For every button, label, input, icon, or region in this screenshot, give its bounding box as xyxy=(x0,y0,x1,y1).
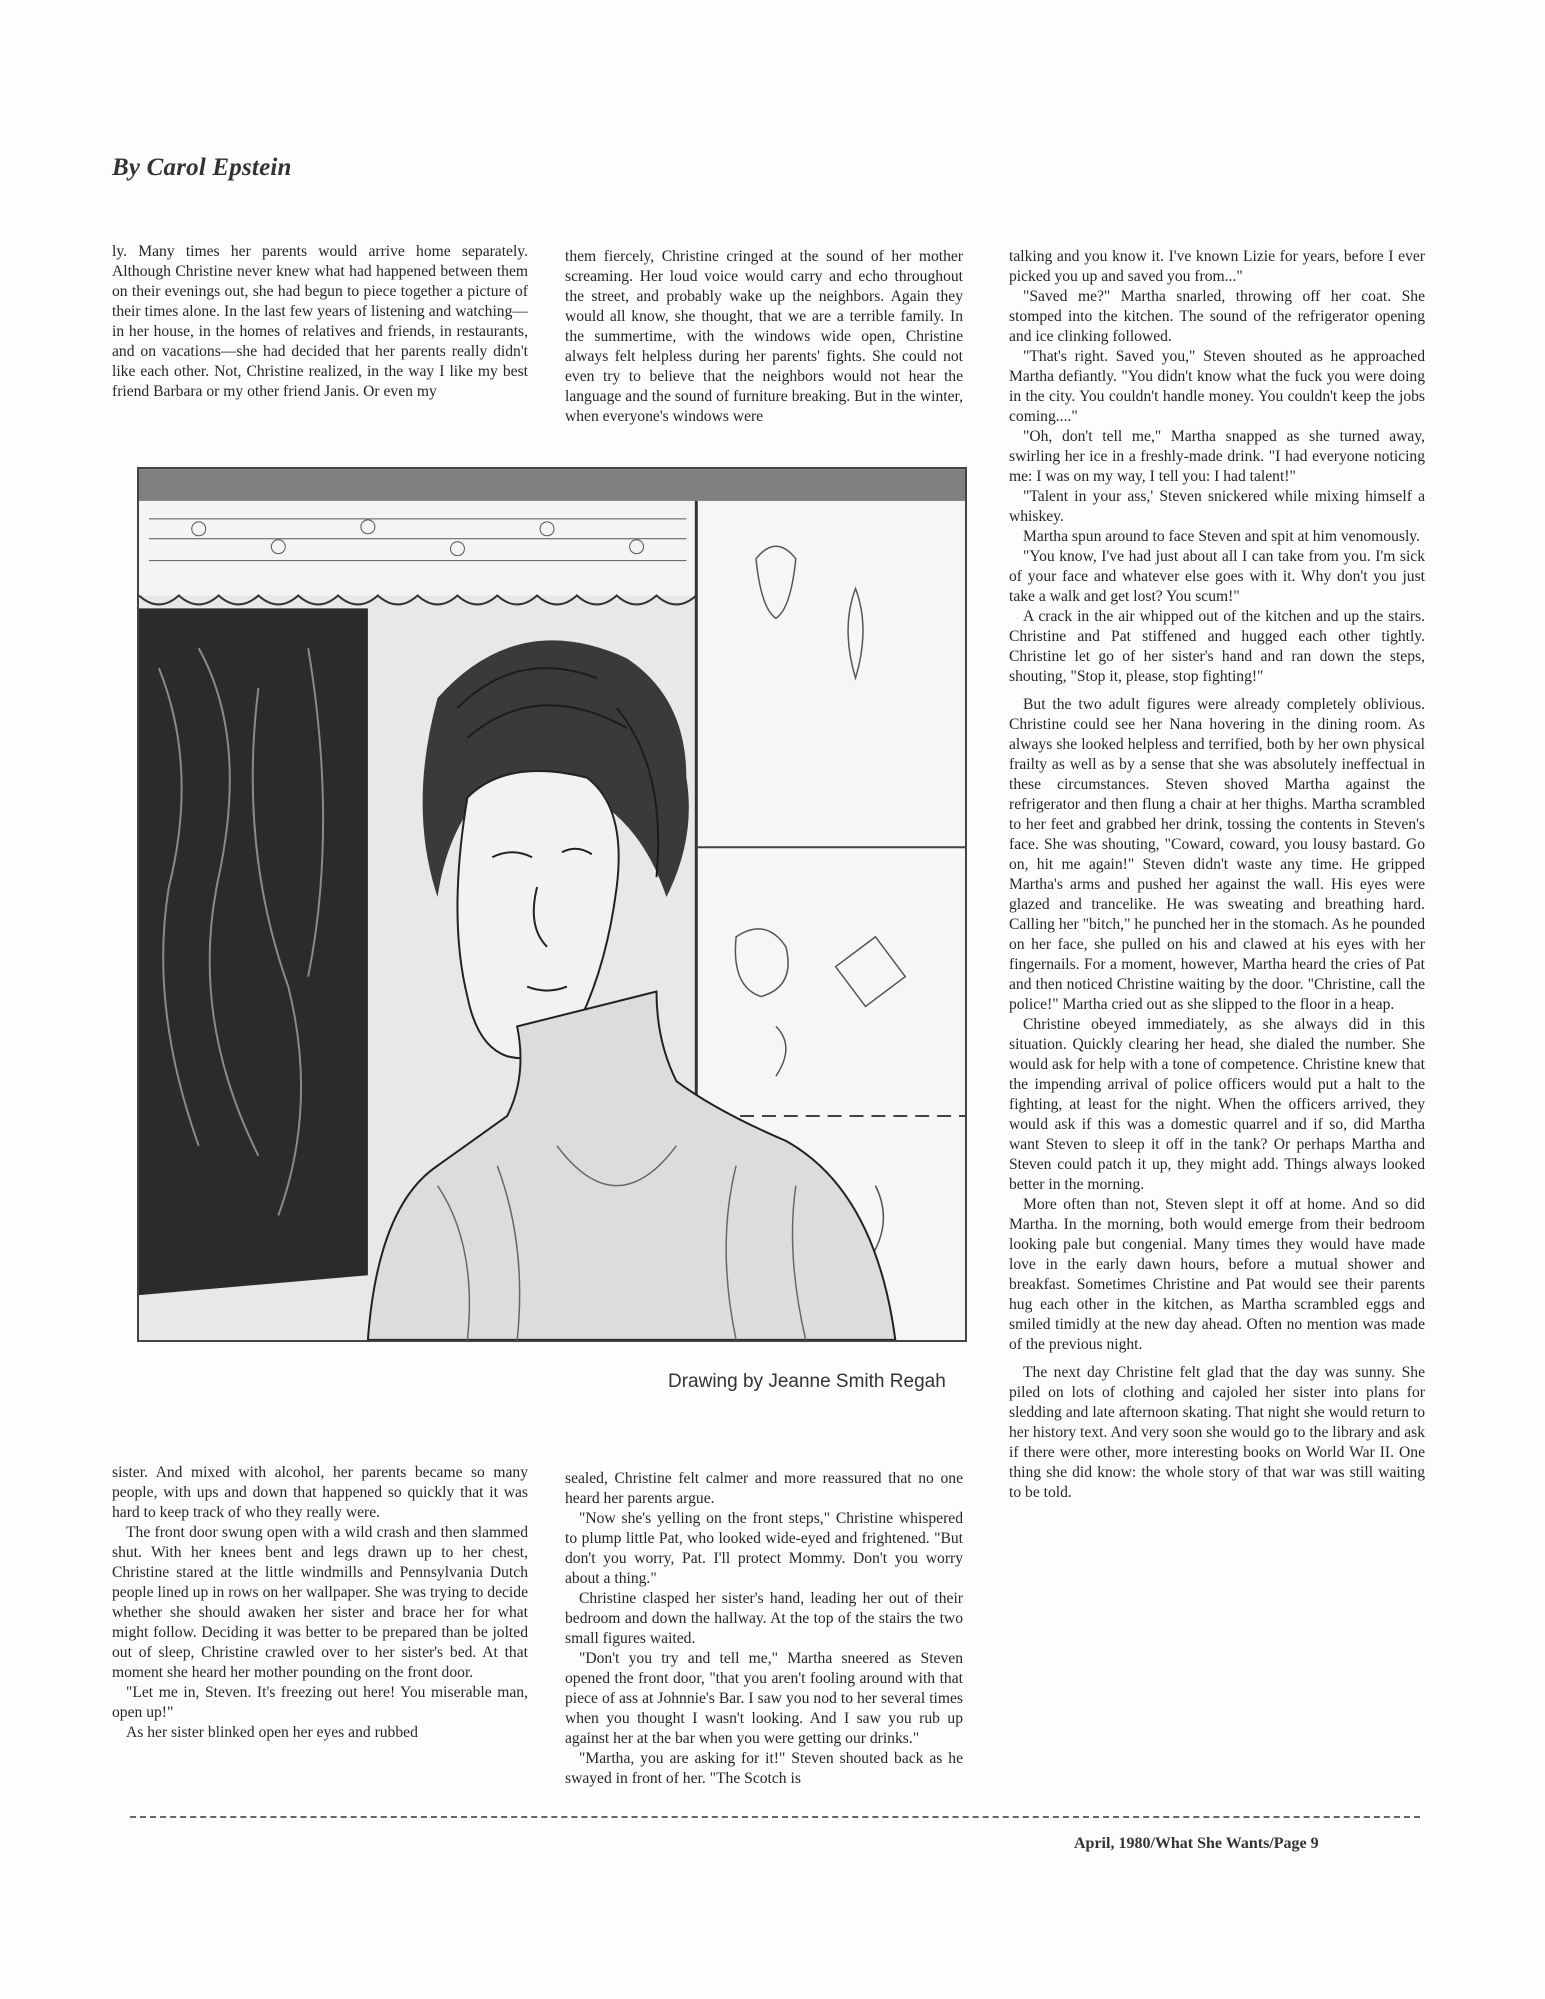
paragraph: "Talent in your ass,' Steven snickered while mixing himself a whiskey. xyxy=(1009,488,1425,525)
paragraph: More often than not, Steven slept it off at home. And so did Martha. In the morning, both would emerge from their bedroom looking pale but congenial. Many times they would have made love in the early dawn hours, before a mutual shower and breakfast. Sometimes Christine and Pat would see their parents hug each other in the kitchen, as Martha scrambled eggs and smiled timidly at the new day ahead. Often no mention was made of the previous night. xyxy=(1009,1196,1425,1353)
portrait-drawing-icon xyxy=(137,467,967,1342)
paragraph: "Don't you try and tell me," Martha sneered as Steven opened the front door, "that you aren't fooling around with that piece of ass at Johnnie's Bar. I saw you nod to her several times when you thought I wasn't looking. And I saw you rub up against her at the bar when you were getting our drinks." xyxy=(565,1650,963,1747)
paragraph: talking and you know it. I've known Lizie for years, before I ever picked you up and saved you from..." xyxy=(1009,248,1425,285)
paragraph: "Let me in, Steven. It's freezing out here! You miserable man, open up!" xyxy=(112,1684,528,1721)
paragraph: "Now she's yelling on the front steps," Christine whispered to plump little Pat, who looked wide-eyed and frightened. "But don't you worry, Pat. I'll protect Mommy. Don't you worry about a thing." xyxy=(565,1510,963,1587)
footer-rule xyxy=(130,1816,1420,1818)
paragraph: sealed, Christine felt calmer and more reassured that no one heard her parents argue. xyxy=(565,1470,963,1507)
column-bottom-middle xyxy=(565,1469,963,1821)
paragraph: Martha spun around to face Steven and spit at him venomously. xyxy=(1023,528,1420,545)
paragraph: The next day Christine felt glad that the day was sunny. She piled on lots of clothing and cajoled her sister into plans for sledding and late afternoon skating. That night she would return to her history text. And very soon she would go to the library and ask if there were other, more interesting books on World War II. One thing she did know: the whole story of that war was still waiting to be told. xyxy=(1009,1364,1425,1501)
byline: By Carol Epstein xyxy=(112,154,292,181)
column-right xyxy=(1009,247,1425,1827)
page-footer: April, 1980/What She Wants/Page 9 xyxy=(1074,1835,1319,1852)
paragraph: As her sister blinked open her eyes and rubbed xyxy=(126,1724,418,1741)
drawing-svg xyxy=(139,469,965,1340)
paragraph: "You know, I've had just about all I can take from you. I'm sick of your face and whatever else goes with it. Why don't you just take a walk and get lost? You scum!" xyxy=(1009,548,1425,605)
column-bottom-left xyxy=(112,1463,528,1823)
paragraph: sister. And mixed with alcohol, her parents became so many people, with ups and down that happened so quickly that it was hard to keep track of who they really were. xyxy=(112,1464,528,1521)
paragraph: Christine clasped her sister's hand, leading her out of their bedroom and down the hallway. At the top of the stairs the two small figures waited. xyxy=(565,1590,963,1647)
paragraph: The front door swung open with a wild crash and then slammed shut. With her knees bent and legs drawn up to her chest, Christine stared at the little windmills and Pennsylvania Dutch people lined up in rows on her wallpaper. She was trying to decide whether she should awaken her sister and brace her for what might follow. Deciding it was better to be prepared than be jolted out of sleep, Christine crawled over to her sister's bed. At that moment she heard her mother pounding on the front door. xyxy=(112,1524,528,1681)
paragraph: "Oh, don't tell me," Martha snapped as she turned away, swirling her ice in a freshly-made drink. "I had everyone noticing me: I was on my way, I tell you: I had talent!" xyxy=(1009,428,1425,485)
paragraph: "Martha, you are asking for it!" Steven shouted back as he swayed in front of her. "The Scotch is xyxy=(565,1750,963,1787)
paragraph: "Saved me?" Martha snarled, throwing off her coat. She stomped into the kitchen. The sound of the refrigerator opening and ice clinking followed. xyxy=(1009,288,1425,345)
paragraph: them fiercely, Christine cringed at the sound of her mother screaming. Her loud voice would carry and echo throughout the street, and probably wake up the neighbors. Again they would all know, she thought, that we are a terrible family. In the summertime, with the windows wide open, Christine always felt helpless during her parents' fights. She could not even try to believe that the neighbors would not hear the language and the sound of furniture breaking. But in the winter, when everyone's windows were xyxy=(565,248,963,425)
illustration-caption: Drawing by Jeanne Smith Regah xyxy=(668,1371,946,1392)
paragraph: A crack in the air whipped out of the kitchen and up the stairs. Christine and Pat stiffened and hugged each other tightly. Christine let go of her sister's hand and ran down the steps, shouting, "Stop it, please, stop fighting!" xyxy=(1009,608,1425,685)
column-top-left xyxy=(112,242,528,457)
column-top-middle xyxy=(565,247,963,452)
paragraph: "That's right. Saved you," Steven shouted as he approached Martha defiantly. "You didn't know what the fuck you were doing in the city. You couldn't handle money. You couldn't keep the jobs coming...." xyxy=(1009,348,1425,425)
paragraph: But the two adult figures were already completely oblivious. Christine could see her Nana hovering in the dining room. As always she looked helpless and terrified, both by her own physical frailty as well as by a sense that she was absolutely ineffectual in these circumstances. Steven shoved Martha against the refrigerator and then flung a chair at her thighs. Martha scrambled to her feet and grabbed her drink, tossing the contents in Steven's face. She was shouting, "Coward, coward, you lousy bastard. Go on, hit me again!" Steven didn't waste any time. He gripped Martha's arms and pushed her against the wall. His eyes were glazed and trancelike. He was sweating and breathing hard. Calling her "bitch," he punched her in the stomach. As he pounded on her face, she pulled on his and clawed at his eyes with her fingernails. For a moment, however, Martha heard the cries of Pat and then noticed Christine waiting by the door. "Christine, call the police!" Martha cried out as she slipped to the floor in a heap. xyxy=(1009,696,1425,1013)
paragraph: ly. Many times her parents would arrive home separately. Although Christine never knew what had happened between them on their evenings out, she had begun to piece together a picture of their times alone. In the last few years of listening and watching—in her house, in the homes of relatives and friends, in restaurants, and on vacations—she had decided that her parents really didn't like each other. Not, Christine realized, in the way I like my best friend Barbara or my other friend Janis. Or even my xyxy=(112,243,528,400)
paragraph: Christine obeyed immediately, as she always did in this situation. Quickly clearing her head, she dialed the number. She would ask for help with a tone of competence. Christine knew that the impending arrival of police officers would put a halt to the fighting, at least for the night. When the officers arrived, they would ask if this was a domestic quarrel and if so, did Martha want Steven to sleep it off in the tank? Or perhaps Martha and Steven could patch it up, they might add. Things always looked better in the morning. xyxy=(1009,1016,1425,1193)
